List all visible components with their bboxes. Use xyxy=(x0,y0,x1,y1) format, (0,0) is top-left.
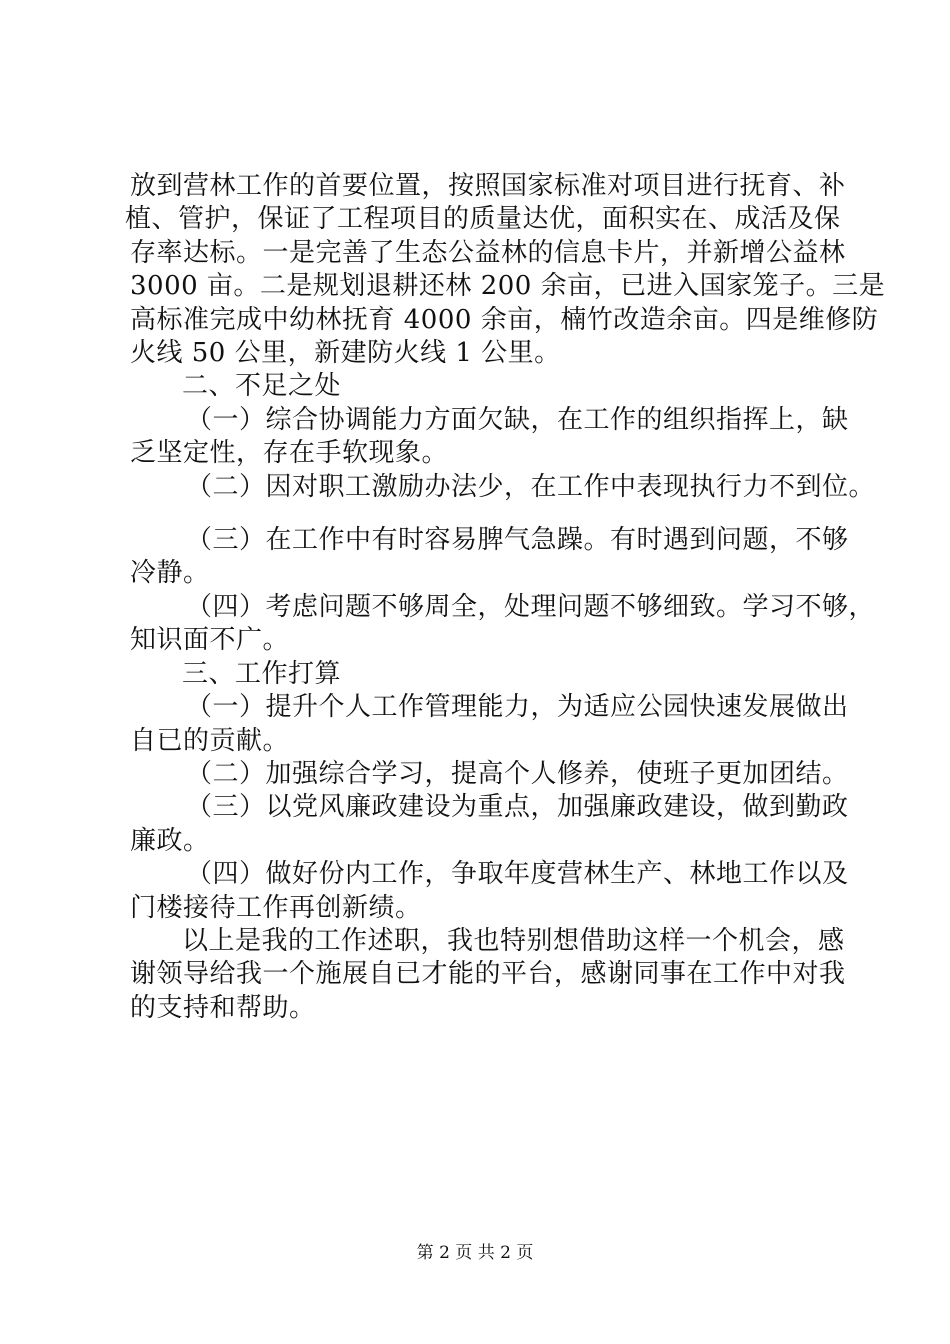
shortcoming-item-4: （四）考虑问题不够周全，处理问题不够细致。学习不够， 知识面不广。 xyxy=(130,591,876,656)
plan-item-2: （二）加强综合学习，提高个人修养，使班子更加团结。 xyxy=(186,758,849,789)
closing-paragraph: 以上是我的工作述职，我也特别想借助这样一个机会，感 谢领导给我一个施展自已才能的平台，感谢同事在工作中对我 的支持和帮助。 xyxy=(130,925,846,1023)
shortcoming-item-3: （三）在工作中有时容易脾气急躁。有时遇到问题，不够 冷静。 xyxy=(130,525,849,589)
shortcoming-item-2: （二）因对职工激励办法少，在工作中表现执行力不到位。 xyxy=(186,471,876,502)
page-footer xyxy=(0,1242,950,1264)
plan-item-4: （四）做好份内工作，争取年度营林生产、林地工作以及 门楼接待工作再创新绩。 xyxy=(130,859,849,923)
paragraph-work-results: 放到营林工作的首要位置，按照国家标准对项目进行抚育、补 植、管护，保证了工程项目的质量达优，面积实在、成活及保 存率达标。一是完善了生态公益林的信息卡片，并新增公益林 3000 亩。二是规划退耕还林 200 余亩，已进入国家笼子。三是 高标准完成中幼林抚育 4000 余亩，楠竹改造余亩。四是维修防 火线 50 公里，新建防火线 1 公里。 xyxy=(125,171,886,369)
page-number: 第 2 页 共 2 页 xyxy=(416,1243,534,1263)
plan-item-1: （一）提升个人工作管理能力，为适应公园快速发展做出 自已的贡献。 xyxy=(130,692,849,756)
shortcoming-item-1: （一）综合协调能力方面欠缺，在工作的组织指挥上，缺 乏坚定性，存在手软现象。 xyxy=(130,404,849,469)
plan-item-3: （三）以党风廉政建设为重点，加强廉政建设，做到勤政 廉政。 xyxy=(130,792,849,856)
document-body xyxy=(125,170,886,1025)
section-heading-shortcomings: 二、不足之处 xyxy=(182,371,342,402)
section-heading-work-plan: 三、工作打算 xyxy=(182,658,342,689)
